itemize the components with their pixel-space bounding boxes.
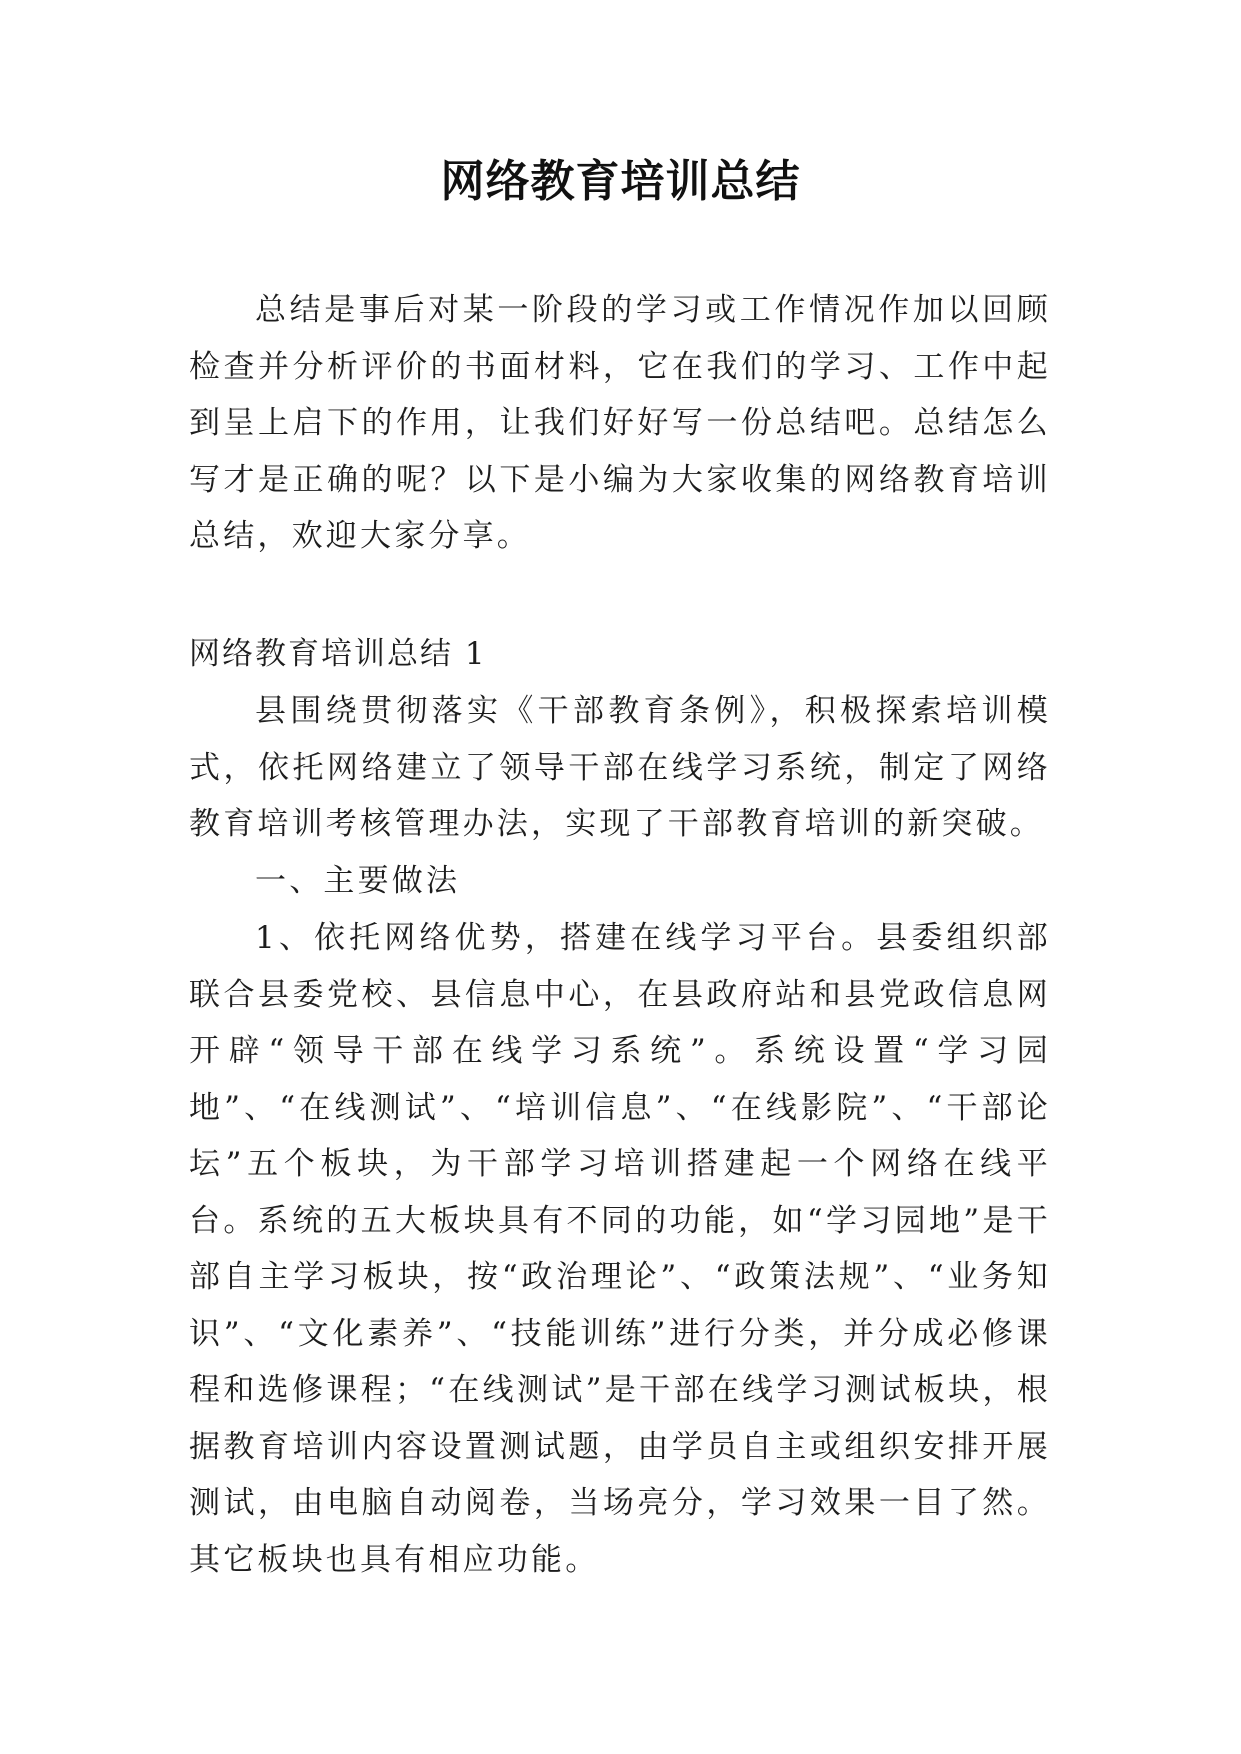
document-title: 网络教育培训总结 — [440, 156, 801, 207]
body-paragraph: 1、依托网络优势，搭建在线学习平台。县委组织部联合县委党校、县信息中心，在县政府站和县党政信息网开辟“领导干部在线学习系统”。系统设置“学习园地”、“在线测试”、“培训信息”、“在线影院”、“干部论坛”五个板块，为干部学习培训搭建起一个网络在线平台。系统的五大板块具有不同的功能，如“学习园地”是干部自主学习板块，按“政治理论”、“政策法规”、“业务知识”、“文化素养”、“技能训练”进行分类，并分成必修课程和选修课程；“在线测试”是干部在线学习测试板块，根据教育培训内容设置测试题，由学员自主或组织安排开展测试，由电脑自动阅卷，当场亮分，学习效果一目了然。其它板块也具有相应功能。 — [189, 920, 1051, 1578]
section-heading: 网络教育培训总结 1 — [189, 636, 487, 672]
body-paragraph: 县围绕贯彻落实《干部教育条例》，积极探索培训模式，依托网络建立了领导干部在线学习系统，制定了网络教育培训考核管理办法，实现了干部教育培训的新突破。 — [189, 693, 1051, 842]
intro-paragraph: 总结是事后对某一阶段的学习或工作情况作加以回顾检查并分析评价的书面材料，它在我们的学习、工作中起到呈上启下的作用，让我们好好写一份总结吧。总结怎么写才是正确的呢？以下是小编为大家收集的网络教育培训总结，欢迎大家分享。 — [189, 292, 1051, 554]
subsection-heading: 一、主要做法 — [255, 863, 461, 899]
